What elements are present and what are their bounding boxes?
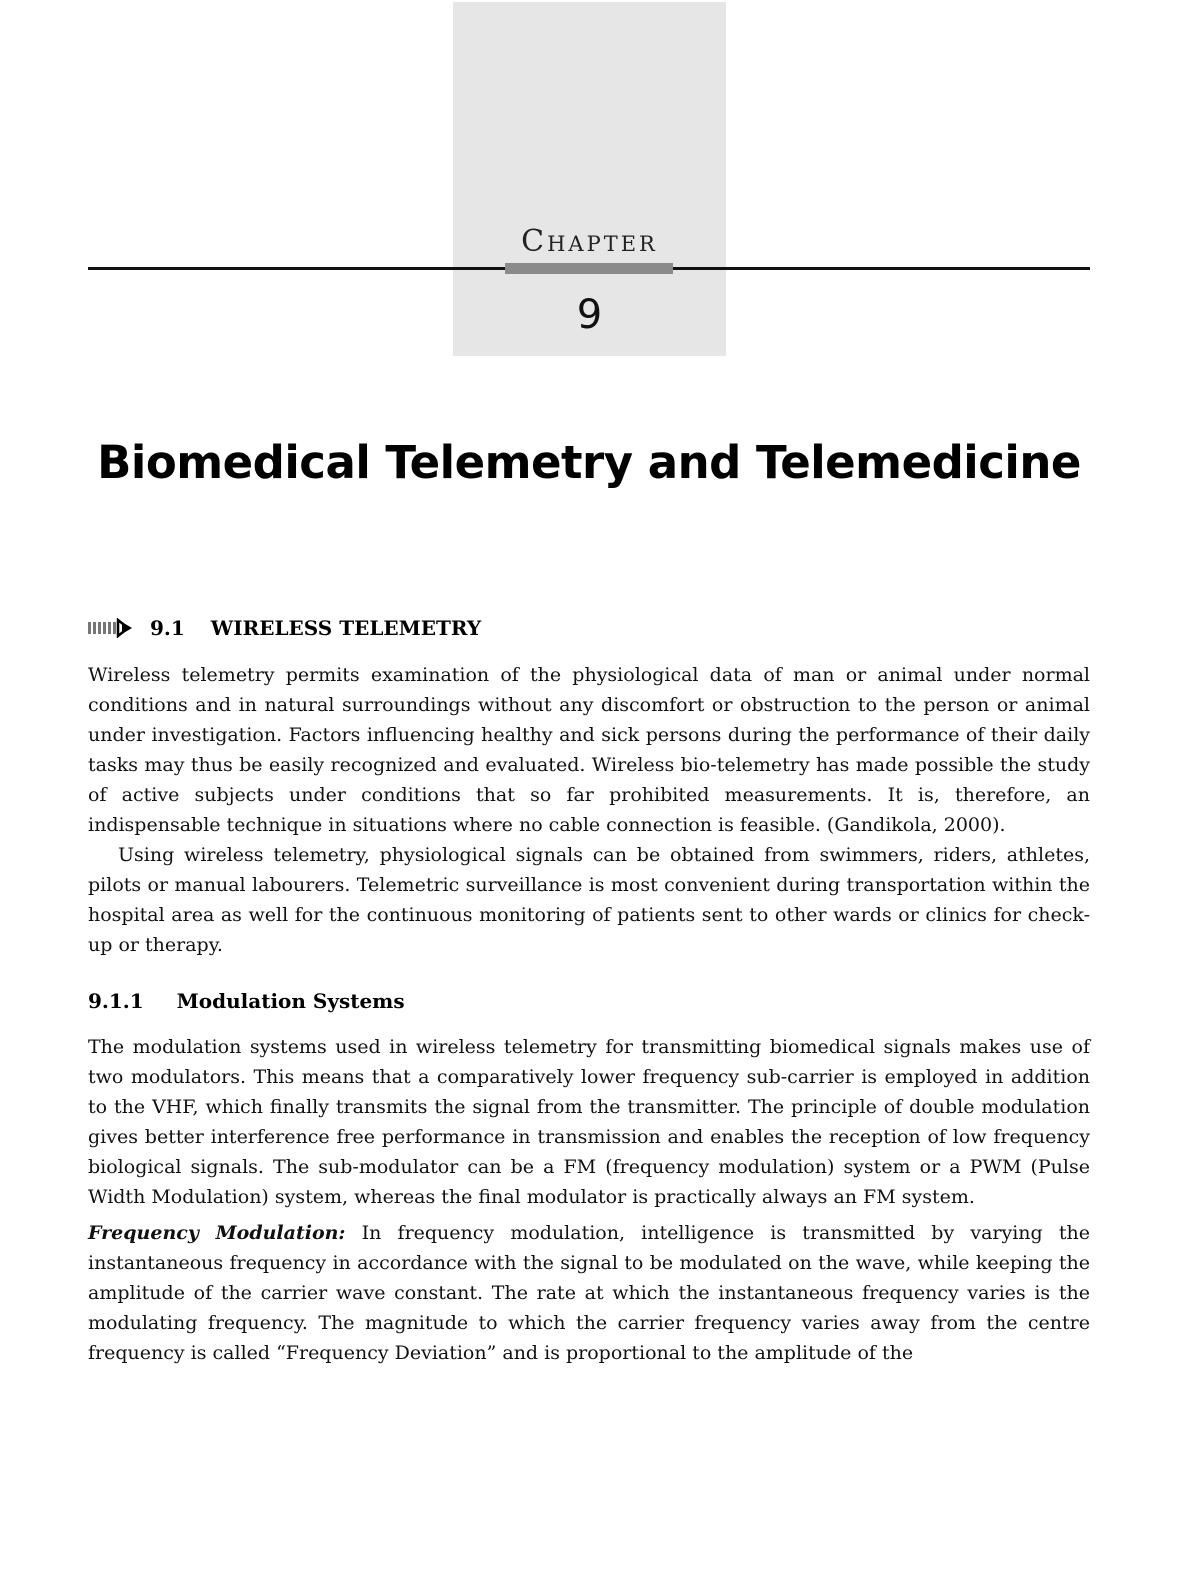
chapter-number: 9 [576,292,603,338]
run-in-paragraph [88,1218,1090,1368]
subsection-heading [88,986,1090,1016]
page-body [88,660,1090,1368]
run-in-label: Frequency Modulation: [88,1222,346,1244]
section-heading [88,614,1090,642]
paragraph: Wireless telemetry permits examination of the physiological data of man or animal under normal conditions and in natural surroundings without any discomfort or obstruction to the person or animal under investigation. Factors influencing healthy and sick persons during the performance of their daily tasks may thus be easily recognized and evaluated. Wireless bio-telemetry has made possible the study of active subjects under conditions that so far prohibited measurements. It is, therefore, an indispensable technique in situations where no cable connection is feasible. (Gandikola, 2000). [88,664,1090,836]
chapter-rule-highlight [505,263,673,274]
chapter-title: Biomedical Telemetry and Telemedicine [97,436,1081,489]
section-title: WIRELESS TELEMETRY [210,616,482,640]
subsection-title: Modulation Systems [176,989,405,1013]
run-in-text: In frequency modulation, intelligence is transmitted by varying the instantaneous frequency in accordance with the signal to be modulated on the wave, while keeping the amplitude of the carrier wave constant. The rate at which the instantaneous frequency varies is the modulating frequency. The magnitude to which the carrier frequency varies away from the centre frequency is called “Frequency Deviation” and is proportional to the amplitude of the [88,1222,1090,1364]
paragraph: Using wireless telemetry, physiological signals can be obtained from swimmers, riders, athletes, pilots or manual labourers. Telemetric surveillance is most convenient during transportation within the hospital area as well for the continuous monitoring of patients sent to other wards or clinics for check-up or therapy. [88,844,1090,956]
subsection-number: 9.1.1 [88,989,144,1013]
section-number: 9.1 [150,616,185,640]
arrow-icon [88,618,140,638]
chapter-label: Chapter [521,224,658,259]
paragraph: The modulation systems used in wireless telemetry for transmitting biomedical signals makes use of two modulators. This means that a comparatively lower frequency sub-carrier is employed in addition to the VHF, which finally transmits the signal from the transmitter. The principle of double modulation gives better interference free performance in transmission and enables the reception of low frequency biological signals. The sub-modulator can be a FM (frequency modulation) system or a PWM (Pulse Width Modulation) system, whereas the final modulator is practically always an FM system. [88,1036,1090,1208]
